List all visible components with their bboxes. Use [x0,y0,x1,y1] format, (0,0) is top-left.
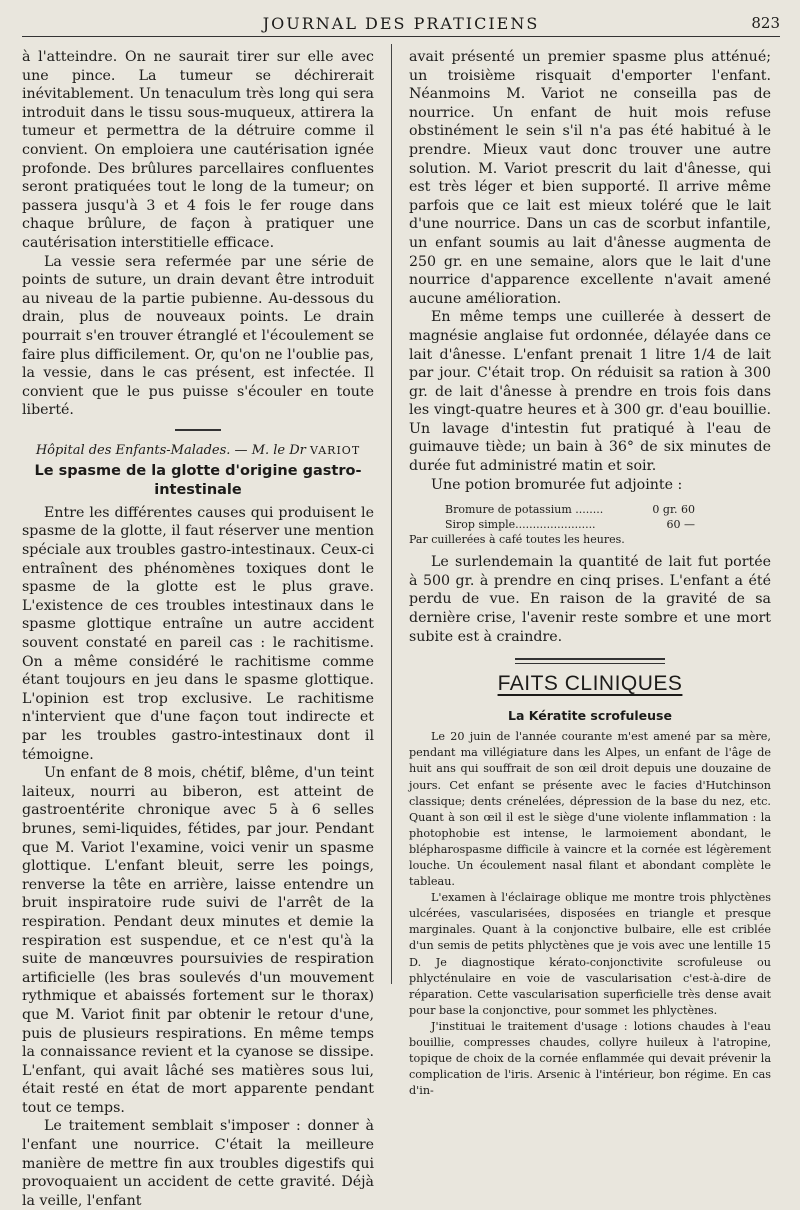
paragraph: J'instituai le traitement d'usage : lotions chaudes à l'eau bouillie, compresses chaudes, collyre huileux à l'atropine, topique de choix de la cornée enflammée qui devait prévenir la complication de l'iris. Arsenic à l'intérieur, bon régime. En cas d'in- [409,1019,771,1098]
hospital-line [22,442,374,460]
paragraph: avait présenté un premier spasme plus atténué; un troisième risquait d'emporter l'enfant. Néanmoins M. Variot ne conseilla pas de nourrice. Un enfant de huit mois refuse obstinément le sein s'il n'a pas été habitué à le prendre. Mieux vaut donc trouver une autre solution. M. Variot prescrit du lait d'ânesse, qui est très léger et bien supporté. Il arrive même parfois que ce lait est mieux toléré que le lait d'une nourrice. Dans un cas de scorbut infantile, un enfant soumis au lait d'ânesse augmenta de 250 gr. en une semaine, alors que le lait d'une nourrice d'apparence excellente n'avait amené aucune amélioration. [409,49,771,307]
ingredient-name: Bromure de potassium ........ [445,503,604,517]
prescription [409,502,771,547]
paragraph: L'examen à l'éclairage oblique me montre trois phlyctènes ulcérées, vascularisées, disposées en triangle et presque marginales. Quant à la conjonctive bulbaire, elle est criblée d'un semis de petits phlyctènes que je vois avec une lentille 15 D. Je diagnostique kérato-conjonctivite scrofuleuse ou phlycténulaire en voie de vascularisation c'est-à-dire de réparation. Cette vascularisation superficielle très dense avait pour base la conjonctive, pour sommet les phlyctènes. [409,891,771,1017]
paragraph: La vessie sera refermée par une série de points de suture, un drain devant être introduit au niveau de la partie pubienne. Au-dessous du drain, plus de nouveaux points. Le drain pourrait s'en trouver étranglé et l'écoulement se faire plus difficilement. Or, qu'on ne l'oublie pas, la vessie, dans le cas présent, est infectée. Il convient que le pus puisse s'écouler en toute liberté. [22,253,374,419]
paragraph: Un enfant de 8 mois, chétif, blême, d'un teint laiteux, nourri au biberon, est atteint de gastroentérite chronique avec 5 à 6 selles brunes, semi-liquides, fétides, par jour. Pendant que M. Variot l'examine, voici venir un spasme glottique. L'enfant bleuit, serre les poings, renverse la tête en arrière, laisse entendre un bruit inspiratoire rude suivi de l'arrêt de la respiration. Pendant deux minutes et demie la respiration est suspendue, et ce n'est qu'à la suite de manœuvres poursuivies de respiration artificielle (les bras soulevés d'un mouvement rythmique et abaissés fortement sur le thorax) que M. Variot finit par obtenir le retour d'une, puis de plusieurs respirations. En même temps la connaissance revient et la cyanose se dissipe. L'enfant, qui avait lâché ses matières sous lui, était resté en état de mort apparente pendant tout ce temps. [22,765,374,1116]
column-divider [391,44,392,984]
section-divider [175,429,221,431]
section-rule [515,658,665,664]
paragraph: Le traitement semblait s'imposer : donner à l'enfant une nourrice. C'était la meilleure manière de mettre fin aux troubles digestifs qui provoquaient un accident de cette gravité. Déjà la veille, l'enfant [22,1118,374,1209]
right-column [409,48,771,1099]
journal-title: JOURNAL DES PRATICIENS [262,14,540,33]
prescription-note: Par cuillerées à café toutes les heures. [409,533,625,547]
hospital-name: Hôpital des Enfants-Malades. — M. le Dr [35,442,306,458]
article-title: Le spasme de la glotte d'origine gastro-intestinale [34,462,362,498]
paragraph: Une potion bromurée fut adjointe : [431,476,683,493]
prescription-line [409,517,771,532]
paragraph: En même temps une cuillerée à dessert de magnésie anglaise fut ordonnée, délayée dans ce lait d'ânesse. L'enfant prenait 1 litre 1/4 de lait par jour. C'était trop. On réduisit sa ration à 300 gr. de lait d'ânesse à prendre en trois fois dans les vingt-quatre heures et à 300 gr. d'eau bouillie. Un lavage d'intestin fut pratiqué à l'eau de guimauve tiède; un bain à 36° de six minutes de durée fut administré matin et soir. [409,309,771,475]
paragraph: Le surlendemain la quantité de lait fut portée à 500 gr. à prendre en cinq prises. L'enfant a été perdu de vue. En raison de la gravité de sa dernière crise, l'avenir reste sombre et une mort subite est à craindre. [409,554,771,645]
ingredient-quantity: 0 gr. 60 [652,503,695,517]
article-title: La Kératite scrofuleuse [508,708,672,724]
left-column [22,48,374,1210]
ingredient-name: Sirop simple....................... [445,518,596,532]
paragraph: à l'atteindre. On ne saurait tirer sur elle avec une pince. La tumeur se déchirerait inévitablement. Un tenaculum très long qui sera introduit dans le tissu sous-muqueux, attirera la tumeur et permettra de la détruire comme il convient. On emploiera une cautérisation ignée profonde. Des brûlures parcellaires confluentes seront pratiquées tout le long de la tumeur; on passera jusqu'à 3 et 4 fois le fer rouge dans chaque brûlure, de façon à pratiquer une cautérisation interstitielle efficace. [22,49,374,251]
page-number: 823 [751,14,780,32]
paragraph: Entre les différentes causes qui produisent le spasme de la glotte, il faut réserver une mention spéciale aux troubles gastro-intestinaux. Ceux-ci entraînent des phénomènes toxiques dont le spasme de la glotte est le plus grave. L'existence de ces troubles intestinaux dans le spasme glottique entraîne un autre accident souvent constaté en pareil cas : le rachitisme. On a même considéré le rachitisme comme étant toujours en jeu dans le spasme glottique. L'opinion est trop exclusive. Le rachitisme n'intervient que d'une façon tout indirecte et par les troubles gastro-intestinaux dont il témoigne. [22,504,374,763]
paragraph: Le 20 juin de l'année courante m'est amené par sa mère, pendant ma villégiature dans les Alpes, un enfant de l'âge de huit ans qui souffrait de son œil droit depuis une douzaine de jours. Cet enfant se présente avec le facies d'Hutchinson classique; dents crénelées, dépression de la base du nez, etc. Quant à son œil il est le siège d'une violente inflammation : la photophobie est intense, le larmoiement abondant, le blépharospasme difficile à vaincre et la cornée est légèrement louche. Un écoulement nasal filant et abondant complète le tableau. [409,730,771,889]
section-title: FAITS CLINIQUES [497,672,683,696]
prescription-line [409,502,771,517]
ingredient-quantity: 60 — [666,518,695,532]
author-name: VARIOT [310,443,361,457]
page-header [22,14,780,37]
